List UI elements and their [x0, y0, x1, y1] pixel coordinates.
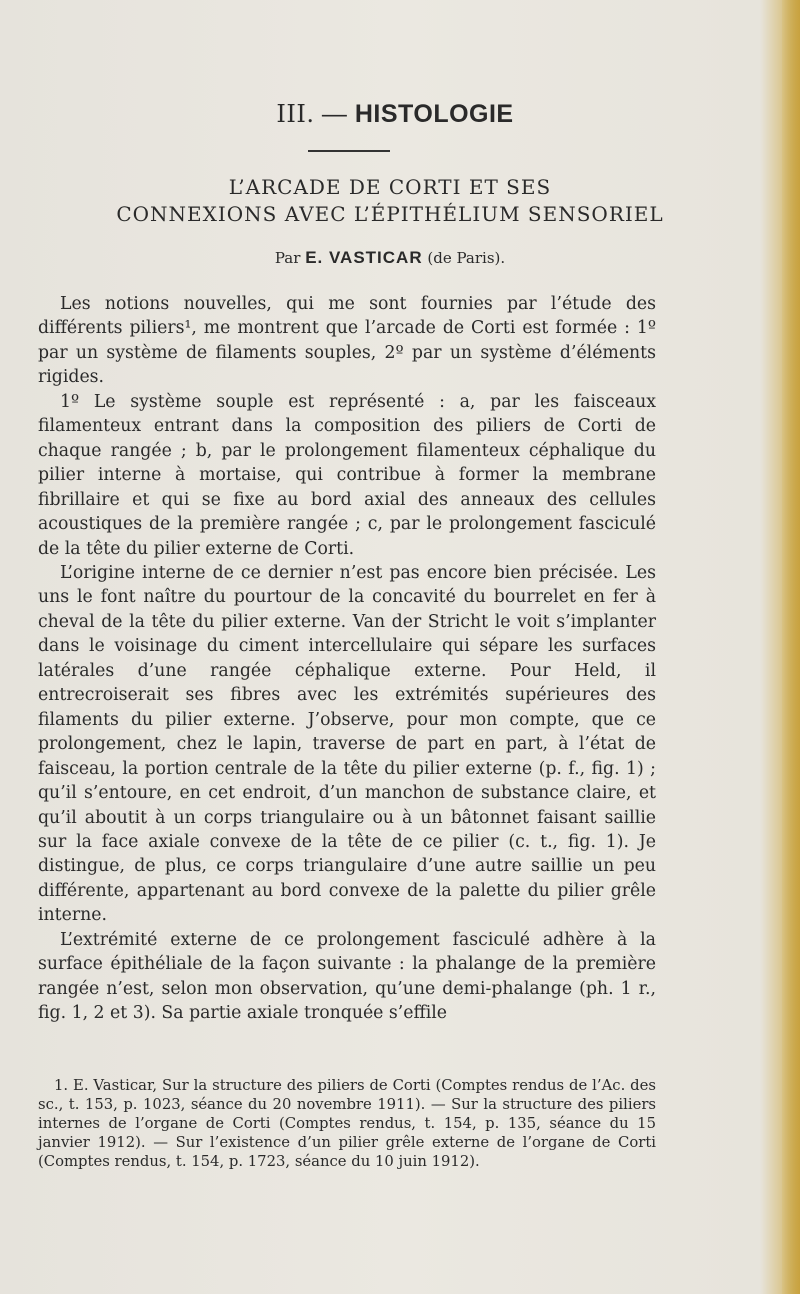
article-body	[38, 292, 656, 1026]
article-title	[30, 174, 750, 228]
page-edge	[782, 0, 800, 1294]
article-title-line-1: L’ARCADE DE CORTI ET SES	[228, 175, 552, 199]
paragraph-3: L’origine interne de ce dernier n’est pas encore bien précisée. Les uns le font naître du pourtour de la concavité du bourrelet en fer à cheval de la tête du pilier externe. Van der Stricht le voit s’implanter dans le voisinage du ciment intercellulaire qui sépare les surfaces latérales d’une rangée céphalique externe. Pour Held, il entrecroiserait ses fibres avec les extrémités supérieures des filaments du pilier externe. J’observe, pour mon compte, que ce prolongement, chez le lapin, traverse de part en part, à l’état de faisceau, la portion centrale de la tête du pilier externe (p. f., fig. 1) ; qu’il s’entoure, en cet endroit, d’un manchon de substance claire, et qu’il aboutit à un corps triangulaire ou à un bâtonnet faisant saillie sur la face axiale convexe de la tête de ce pilier (c. t., fig. 1). Je distingue, de plus, ce corps triangulaire d’une autre saillie un peu différente, appartenant au bord convexe de la palette du pilier grêle interne.	[38, 562, 656, 926]
section-number: III.	[276, 100, 315, 128]
heading-rule	[308, 150, 390, 152]
byline-prefix: Par	[274, 249, 301, 267]
section-dash: —	[321, 100, 348, 128]
author-name: E. VASTICAR	[305, 248, 423, 267]
author-affiliation: (de Paris).	[427, 249, 506, 267]
footnote-1: 1. E. Vasticar, Sur la structure des piliers de Corti (Comptes rendus de l’Ac. des sc., t. 153, p. 1023, séance du 20 novembre 1911). — Sur la structure des piliers internes de l’organe de Corti (Comptes rendus, t. 154, p. 135, séance du 15 janvier 1912). — Sur l’existence d’un pilier grêle externe de l’organe de Corti (Comptes rendus, t. 154, p. 1723, séance du 10 juin 1912).	[38, 1077, 656, 1170]
paragraph-2: 1º Le système souple est représenté : a, par les faisceaux filamenteux entrant dans la composition des piliers de Corti de chaque rangée ; b, par le prolongement filamenteux céphalique du pilier interne à mortaise, qui contribue à former la membrane fibrillaire et qui se fixe au bord axial des anneaux des cellules acoustiques de la première rangée ; c, par le prolongement fasciculé de la tête du pilier externe de Corti.	[38, 391, 656, 559]
footnote	[38, 1076, 656, 1171]
paragraph-4: L’extrémité externe de ce prolongement fasciculé adhère à la surface épithéliale de la façon suivante : la phalange de la première rangée n’est, selon mon observation, qu’une demi-phalange (ph. 1 r., fig. 1, 2 et 3). Sa partie axiale tronquée s’effile	[38, 929, 656, 1024]
section-name: HISTOLOGIE	[354, 100, 514, 128]
article-title-line-2: CONNEXIONS AVEC L’ÉPITHÉLIUM SENSORIEL	[116, 202, 664, 226]
section-heading	[45, 100, 745, 129]
paragraph-1: Les notions nouvelles, qui me sont fournies par l’étude des différents piliers¹, me montrent que l’arcade de Corti est formée : 1º par un système de filaments souples, 2º par un système d’éléments rigides.	[38, 294, 656, 388]
byline	[30, 248, 750, 268]
